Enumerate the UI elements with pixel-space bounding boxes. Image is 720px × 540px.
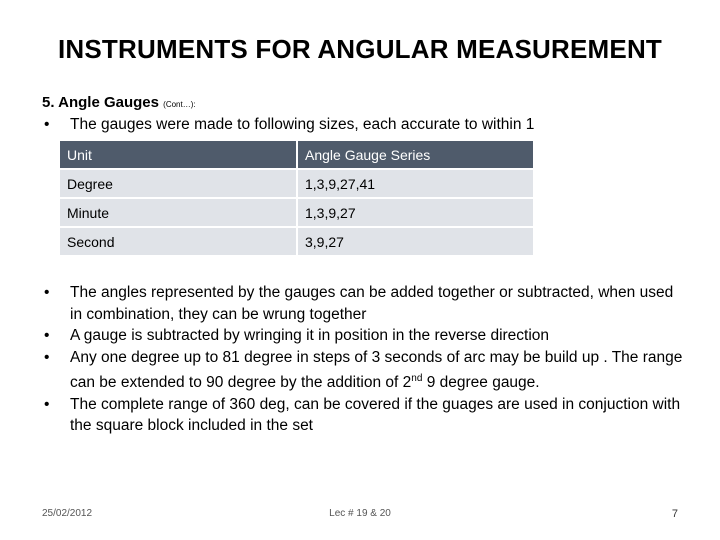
list-item — [44, 282, 684, 325]
list-item — [44, 347, 684, 394]
table-cell-series: 1,3,9,27 — [298, 199, 533, 228]
slide-title: INSTRUMENTS FOR ANGULAR MEASUREMENT — [57, 34, 663, 64]
table-row — [60, 228, 533, 257]
list-item — [44, 394, 684, 437]
bullet-text: The angles represented by the gauges can be added together or subtracted, when used in combination, they can be wrung together — [70, 284, 674, 323]
table-cell-unit: Degree — [60, 170, 298, 199]
bullet-icon: • — [44, 284, 50, 301]
page-number: 7 — [671, 508, 678, 520]
intro-bullet — [44, 116, 694, 138]
bullet-text: The complete range of 360 deg, can be covered if the guages are used in conjuction with the square block included in the set — [70, 395, 681, 435]
bullet-icon: • — [44, 348, 50, 366]
table-cell-unit: Minute — [60, 199, 298, 228]
ordinal-suffix: nd — [411, 373, 423, 384]
column-header-series: Angle Gauge Series — [298, 141, 533, 170]
bullet-text: A gauge is subtracted by wringing it in position in the reverse direction — [70, 327, 550, 344]
intro-bullet-text: The gauges were made to following sizes, each accurate to within 1 — [70, 116, 535, 133]
section-heading-text: 5. Angle Gauges — [42, 94, 159, 111]
bullet-icon: • — [44, 327, 50, 344]
list-item — [44, 325, 684, 347]
table-cell-unit: Second — [60, 228, 298, 257]
footer-lecture: Lec # 19 & 20 — [329, 508, 391, 519]
table-cell-series: 3,9,27 — [298, 228, 533, 257]
section-heading — [42, 94, 196, 111]
table-row — [60, 199, 533, 228]
bullet-text-with-superscript: Any one degree up to 81 degree in steps of 3 seconds of arc may be build up . The range can be extended to 90 degree by the addition of 2nd 9 degree gauge. — [70, 348, 683, 392]
footer-date: 25/02/2012 — [42, 508, 93, 519]
section-heading-suffix: (Cont…): — [163, 100, 196, 109]
table-cell-series: 1,3,9,27,41 — [298, 170, 533, 199]
table-header-row — [60, 141, 533, 170]
bullet-icon: • — [44, 116, 50, 133]
bullet-icon: • — [44, 395, 50, 413]
table-row — [60, 170, 533, 199]
angle-gauge-table — [60, 141, 533, 257]
bullet-list — [44, 282, 684, 437]
column-header-unit: Unit — [60, 141, 298, 170]
